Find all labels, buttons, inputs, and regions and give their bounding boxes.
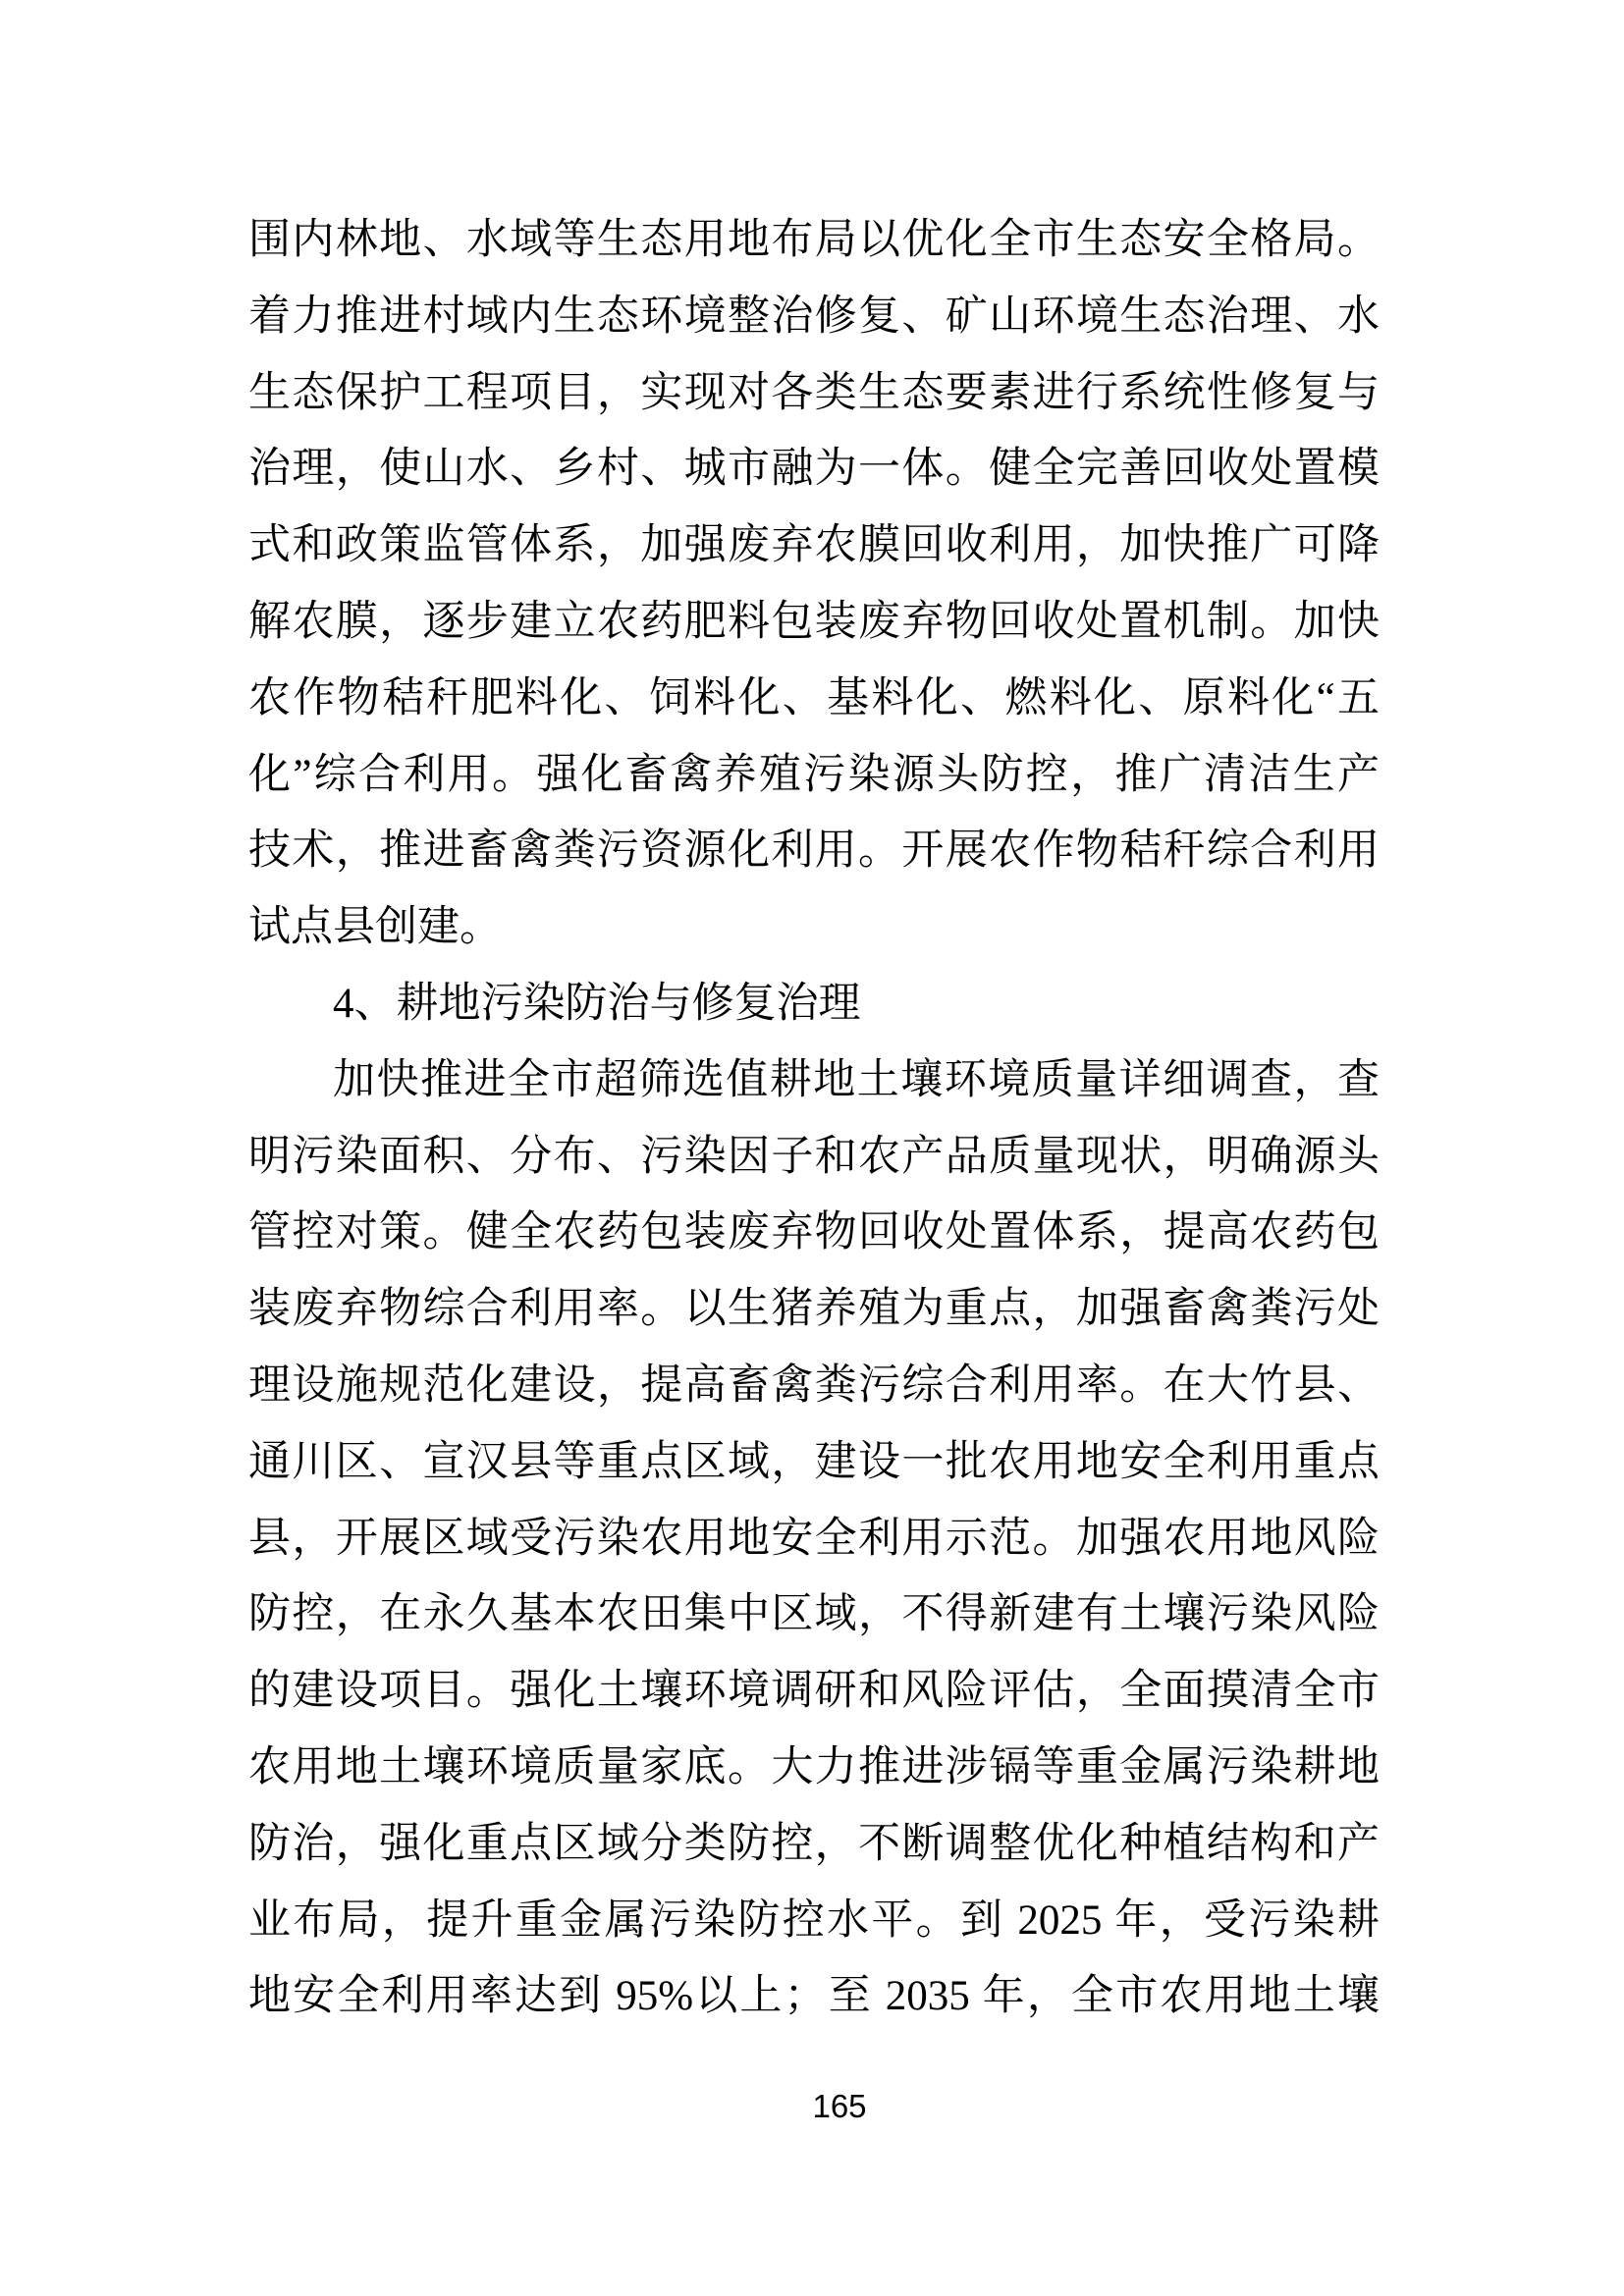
text-line: 地安全利用率达到 95%以上；至 2035 年，全市农用地土壤: [248, 1973, 1380, 2020]
text-line: 着力推进村域内生态环境整治修复、矿山环境生态治理、水: [248, 293, 1380, 340]
text-line: 化”综合利用。强化畜禽养殖污染源头防控，推广清洁生产: [248, 751, 1380, 798]
text-line: 防治，强化重点区域分类防控，不断调整优化种植结构和产: [248, 1820, 1380, 1867]
text-line: 农用地土壤环境质量家底。大力推进涉镉等重金属污染耕地: [248, 1743, 1380, 1790]
text-line: 明污染面积、分布、污染因子和农产品质量现状，明确源头: [248, 1133, 1380, 1180]
text-line: 管控对策。健全农药包装废弃物回收处置体系，提高农药包: [248, 1209, 1380, 1256]
text-line: 县，开展区域受污染农用地安全利用示范。加强农用地风险: [248, 1515, 1380, 1562]
text-line: 业布局，提升重金属污染防控水平。到 2025 年，受污染耕: [248, 1896, 1380, 1944]
text-line: 装废弃物综合利用率。以生猪养殖为重点，加强畜禽粪污处: [248, 1286, 1380, 1333]
text-line: 农作物秸秆肥料化、饲料化、基料化、燃料化、原料化“五: [248, 674, 1380, 721]
section-heading: 4、耕地污染防治与修复治理: [333, 980, 861, 1027]
text-line: 加快推进全市超筛选值耕地土壤环境质量详细调查，查: [333, 1056, 1380, 1103]
text-line: 通川区、宣汉县等重点区域，建设一批农用地安全利用重点: [248, 1438, 1380, 1485]
text-line: 生态保护工程项目，实现对各类生态要素进行系统性修复与: [248, 369, 1380, 416]
page-number: 165: [812, 2088, 867, 2124]
text-line: 式和政策监管体系，加强废弃农膜回收利用，加快推广可降: [248, 522, 1380, 569]
text-line: 理设施规范化建设，提高畜禽粪污综合利用率。在大竹县、: [248, 1362, 1380, 1409]
text-line: 试点县创建。: [248, 904, 502, 951]
text-line: 治理，使山水、乡村、城市融为一体。健全完善回收处置模: [248, 446, 1380, 493]
text-line: 技术，推进畜禽粪污资源化利用。开展农作物秸秆综合利用: [248, 828, 1380, 875]
text-line: 防控，在永久基本农田集中区域，不得新建有土壤污染风险: [248, 1591, 1380, 1638]
text-line: 围内林地、水域等生态用地布局以优化全市生态安全格局。: [248, 217, 1380, 263]
text-line: 的建设项目。强化土壤环境调研和风险评估，全面摸清全市: [248, 1668, 1380, 1715]
body-text-block: [248, 202, 1380, 2035]
text-line: 解农膜，逐步建立农药肥料包装废弃物回收处置机制。加快: [248, 598, 1380, 645]
